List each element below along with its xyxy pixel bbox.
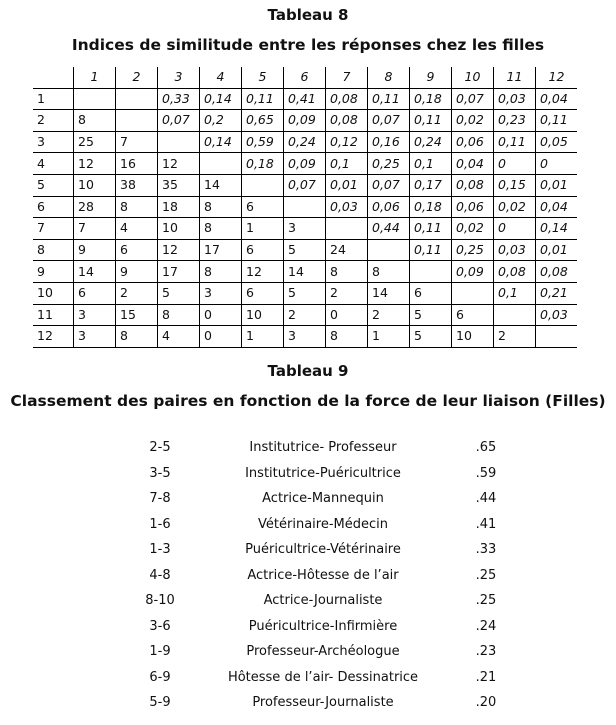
- list-item: [0, 538, 616, 564]
- table-cell: 14: [284, 261, 326, 283]
- table-cell: 0,25: [368, 153, 410, 175]
- table-cell: 0,2: [200, 110, 242, 132]
- table-cell: 7: [74, 218, 116, 240]
- table-cell: 0,11: [242, 88, 284, 110]
- table-cell: [452, 282, 494, 304]
- pair-id: 8-10: [145, 593, 175, 608]
- table-corner-cell: [33, 67, 74, 88]
- table-cell: 0,11: [410, 218, 452, 240]
- row-label: 8: [33, 239, 74, 261]
- pair-label: Institutrice-Puéricultrice: [245, 465, 401, 481]
- pair-value: .21: [475, 669, 497, 685]
- table-cell: 0,1: [410, 153, 452, 175]
- list-item: [0, 589, 616, 615]
- pair-value: .25: [475, 593, 497, 608]
- table-cell: 0: [200, 326, 242, 348]
- list-item: [0, 436, 616, 462]
- table-cell: 0,02: [494, 196, 536, 218]
- table-cell: 0,65: [242, 110, 284, 132]
- table-cell: 4: [116, 218, 158, 240]
- table-cell: 5: [410, 326, 452, 348]
- list-item: [0, 564, 616, 590]
- table-cell: 0,21: [536, 282, 578, 304]
- table-cell: 38: [116, 174, 158, 196]
- table-cell: 0,24: [410, 131, 452, 153]
- table-cell: 6: [242, 196, 284, 218]
- table-cell: [284, 196, 326, 218]
- pair-label: Institutrice- Professeur: [249, 440, 397, 455]
- table-cell: [410, 261, 452, 283]
- table-row: [33, 239, 577, 261]
- list-item: [0, 615, 616, 641]
- column-header: 9: [410, 67, 452, 88]
- column-header: 8: [368, 67, 410, 88]
- table-cell: 0,18: [242, 153, 284, 175]
- table-cell: [536, 326, 578, 348]
- table-cell: 0,08: [494, 261, 536, 283]
- table-cell: 1: [242, 218, 284, 240]
- column-header: 2: [116, 67, 158, 88]
- table-cell: 0,11: [536, 110, 578, 132]
- list-item: [0, 513, 616, 539]
- table-cell: 0,03: [326, 196, 368, 218]
- table-cell: 0: [536, 153, 578, 175]
- list-item: [0, 487, 616, 513]
- pair-label: Actrice-Mannequin: [262, 491, 384, 506]
- table-cell: 10: [74, 174, 116, 196]
- table-cell: 0: [494, 218, 536, 240]
- table-cell: 8: [158, 304, 200, 326]
- table-cell: 17: [158, 261, 200, 283]
- table-cell: 14: [200, 174, 242, 196]
- table-cell: 0: [494, 153, 536, 175]
- table-cell: 0,01: [536, 174, 578, 196]
- table-cell: 0,11: [494, 131, 536, 153]
- pair-value: .41: [475, 516, 497, 532]
- table-cell: 8: [326, 261, 368, 283]
- table-cell: 0,11: [368, 88, 410, 110]
- table-cell: [368, 239, 410, 261]
- table-cell: 3: [284, 218, 326, 240]
- column-header: 7: [326, 67, 368, 88]
- table-cell: 28: [74, 196, 116, 218]
- table-row: [33, 261, 577, 283]
- table-cell: 5: [284, 282, 326, 304]
- pair-id: 3-6: [149, 618, 171, 634]
- table-cell: 0,05: [536, 131, 578, 153]
- table-cell: 0: [200, 304, 242, 326]
- table-cell: 0,41: [284, 88, 326, 110]
- pair-value: .24: [475, 618, 497, 634]
- table-cell: 0,11: [410, 239, 452, 261]
- table-cell: 12: [74, 153, 116, 175]
- pair-label: Professeur-Archéologue: [246, 644, 400, 659]
- table-cell: 2: [326, 282, 368, 304]
- table-cell: 0,06: [368, 196, 410, 218]
- table-cell: 6: [410, 282, 452, 304]
- pair-id: 2-5: [149, 440, 171, 455]
- table-cell: 0,33: [158, 88, 200, 110]
- row-label: 6: [33, 196, 74, 218]
- table-cell: 0,24: [284, 131, 326, 153]
- table-cell: 8: [200, 261, 242, 283]
- table-cell: 3: [284, 326, 326, 348]
- table-cell: 0,04: [536, 196, 578, 218]
- table-cell: 6: [242, 239, 284, 261]
- table-cell: 25: [74, 131, 116, 153]
- list-item: [0, 691, 616, 717]
- table-cell: 2: [284, 304, 326, 326]
- table-cell: 0,04: [536, 88, 578, 110]
- table-cell: 0,06: [452, 196, 494, 218]
- pair-id: 7-8: [149, 491, 171, 506]
- table-cell: 2: [494, 326, 536, 348]
- list-item: [0, 462, 616, 488]
- table-cell: 0,07: [368, 174, 410, 196]
- table-cell: 17: [200, 239, 242, 261]
- pair-value: .23: [475, 644, 497, 659]
- table-row: [33, 153, 577, 175]
- table-cell: 6: [74, 282, 116, 304]
- table-cell: 6: [452, 304, 494, 326]
- column-header: 3: [158, 67, 200, 88]
- pair-label: Actrice-Hôtesse de l’air: [247, 567, 399, 583]
- table-cell: 0,03: [494, 88, 536, 110]
- table-cell: 0,11: [410, 110, 452, 132]
- table-row: [33, 218, 577, 240]
- pair-label: Puéricultrice-Vétérinaire: [245, 542, 401, 557]
- table-cell: 4: [158, 326, 200, 348]
- table-cell: 0,09: [452, 261, 494, 283]
- table-cell: 0,07: [284, 174, 326, 196]
- pair-label: Actrice-Journaliste: [263, 593, 383, 608]
- pair-id: 3-5: [149, 465, 171, 481]
- table-cell: 1: [368, 326, 410, 348]
- table-row: [33, 196, 577, 218]
- list-item: [0, 640, 616, 666]
- table-cell: 12: [158, 239, 200, 261]
- table-cell: 8: [326, 326, 368, 348]
- table-cell: 18: [158, 196, 200, 218]
- table-cell: 0,09: [284, 110, 326, 132]
- table-cell: [326, 218, 368, 240]
- table-cell: 15: [116, 304, 158, 326]
- table-cell: 0,08: [326, 110, 368, 132]
- row-label: 2: [33, 110, 74, 132]
- table-row: [33, 174, 577, 196]
- pair-value: .44: [475, 491, 497, 506]
- table-cell: 2: [368, 304, 410, 326]
- table-cell: [494, 304, 536, 326]
- table-cell: 0,02: [452, 218, 494, 240]
- column-header: 12: [536, 67, 578, 88]
- table-cell: 8: [116, 196, 158, 218]
- table-cell: [116, 88, 158, 110]
- row-label: 4: [33, 153, 74, 175]
- table-row: [33, 131, 577, 153]
- table-cell: 35: [158, 174, 200, 196]
- table-cell: 0,08: [326, 88, 368, 110]
- pair-id: 1-3: [149, 542, 171, 557]
- table-cell: 7: [116, 131, 158, 153]
- table-cell: 0,08: [452, 174, 494, 196]
- table-cell: 0,17: [410, 174, 452, 196]
- row-label: 9: [33, 261, 74, 283]
- table-cell: 0,02: [452, 110, 494, 132]
- pair-label: Puéricultrice-Infirmière: [248, 618, 398, 634]
- table-row: [33, 282, 577, 304]
- pair-value: .65: [475, 440, 497, 455]
- tableau9-title: Tableau 9: [267, 362, 349, 380]
- pair-id: 5-9: [149, 695, 171, 710]
- column-header: 1: [74, 67, 116, 88]
- row-label: 12: [33, 326, 74, 348]
- table-row: [33, 88, 577, 110]
- pair-label: Professeur-Journaliste: [252, 695, 394, 710]
- table-cell: 9: [116, 261, 158, 283]
- table-cell: 9: [74, 239, 116, 261]
- table-cell: 5: [284, 239, 326, 261]
- table-cell: 2: [116, 282, 158, 304]
- table-cell: 0,14: [200, 131, 242, 153]
- table-cell: 12: [158, 153, 200, 175]
- table-cell: 0,18: [410, 88, 452, 110]
- table-cell: 0,03: [536, 304, 578, 326]
- table-header-row: [33, 67, 577, 88]
- column-header: 4: [200, 67, 242, 88]
- table-cell: 0,16: [368, 131, 410, 153]
- table-cell: [200, 153, 242, 175]
- table-cell: 3: [74, 326, 116, 348]
- pair-value: .20: [475, 695, 497, 710]
- table-cell: 10: [452, 326, 494, 348]
- column-header: 5: [242, 67, 284, 88]
- pair-id: 1-6: [149, 516, 171, 532]
- table-cell: 0,03: [494, 239, 536, 261]
- pair-label: Vétérinaire-Médecin: [258, 516, 388, 532]
- table-cell: [74, 88, 116, 110]
- table-cell: 0,23: [494, 110, 536, 132]
- table-cell: 8: [74, 110, 116, 132]
- pair-value: .33: [475, 542, 497, 557]
- table-cell: 0,01: [326, 174, 368, 196]
- table-cell: 0,09: [284, 153, 326, 175]
- table-cell: 0,06: [452, 131, 494, 153]
- table-cell: 8: [200, 196, 242, 218]
- table-cell: 0,07: [158, 110, 200, 132]
- table-cell: [242, 174, 284, 196]
- list-item: [0, 666, 616, 692]
- table-cell: 0,14: [536, 218, 578, 240]
- table-cell: 3: [74, 304, 116, 326]
- row-label: 3: [33, 131, 74, 153]
- table-cell: 5: [410, 304, 452, 326]
- column-header: 10: [452, 67, 494, 88]
- table-cell: 8: [368, 261, 410, 283]
- column-header: 11: [494, 67, 536, 88]
- table-cell: 0,1: [494, 282, 536, 304]
- table-row: [33, 326, 577, 348]
- table-row: [33, 110, 577, 132]
- row-label: 11: [33, 304, 74, 326]
- pair-ranking-list: [0, 436, 616, 717]
- table-cell: 0,07: [368, 110, 410, 132]
- table-cell: 0,12: [326, 131, 368, 153]
- tableau8-title: Tableau 8: [267, 6, 349, 24]
- pair-id: 1-9: [149, 644, 171, 659]
- pair-value: .59: [475, 465, 497, 481]
- table-row: [33, 304, 577, 326]
- table-cell: 1: [242, 326, 284, 348]
- table-cell: 12: [242, 261, 284, 283]
- table-cell: 0,25: [452, 239, 494, 261]
- column-header: 6: [284, 67, 326, 88]
- table-cell: 0,1: [326, 153, 368, 175]
- tableau9-subtitle: Classement des paires en fonction de la force de leur liaison (Filles): [10, 392, 606, 410]
- table-cell: 3: [200, 282, 242, 304]
- pair-id: 6-9: [149, 669, 171, 685]
- row-label: 10: [33, 282, 74, 304]
- table-cell: 8: [200, 218, 242, 240]
- table-cell: 0,14: [200, 88, 242, 110]
- table-cell: 0: [326, 304, 368, 326]
- similarity-table: [33, 67, 577, 348]
- table-cell: 6: [242, 282, 284, 304]
- table-cell: 24: [326, 239, 368, 261]
- table-cell: 14: [74, 261, 116, 283]
- pair-value: .25: [475, 567, 497, 583]
- table-cell: 0,18: [410, 196, 452, 218]
- table-cell: 6: [116, 239, 158, 261]
- table-cell: 0,04: [452, 153, 494, 175]
- pair-id: 4-8: [149, 567, 171, 583]
- tableau8-subtitle: Indices de similitude entre les réponses chez les filles: [71, 36, 545, 54]
- table-cell: 10: [242, 304, 284, 326]
- row-label: 1: [33, 88, 74, 110]
- table-cell: 0,07: [452, 88, 494, 110]
- row-label: 5: [33, 174, 74, 196]
- row-label: 7: [33, 218, 74, 240]
- table-cell: 0,01: [536, 239, 578, 261]
- table-cell: 5: [158, 282, 200, 304]
- table-cell: 0,08: [536, 261, 578, 283]
- table-cell: 0,15: [494, 174, 536, 196]
- table-cell: 10: [158, 218, 200, 240]
- table-cell: [158, 131, 200, 153]
- table-cell: [116, 110, 158, 132]
- pair-label: Hôtesse de l’air- Dessinatrice: [227, 669, 419, 685]
- table-cell: 0,59: [242, 131, 284, 153]
- table-cell: 8: [116, 326, 158, 348]
- table-cell: 16: [116, 153, 158, 175]
- table-cell: 0,44: [368, 218, 410, 240]
- table-cell: 14: [368, 282, 410, 304]
